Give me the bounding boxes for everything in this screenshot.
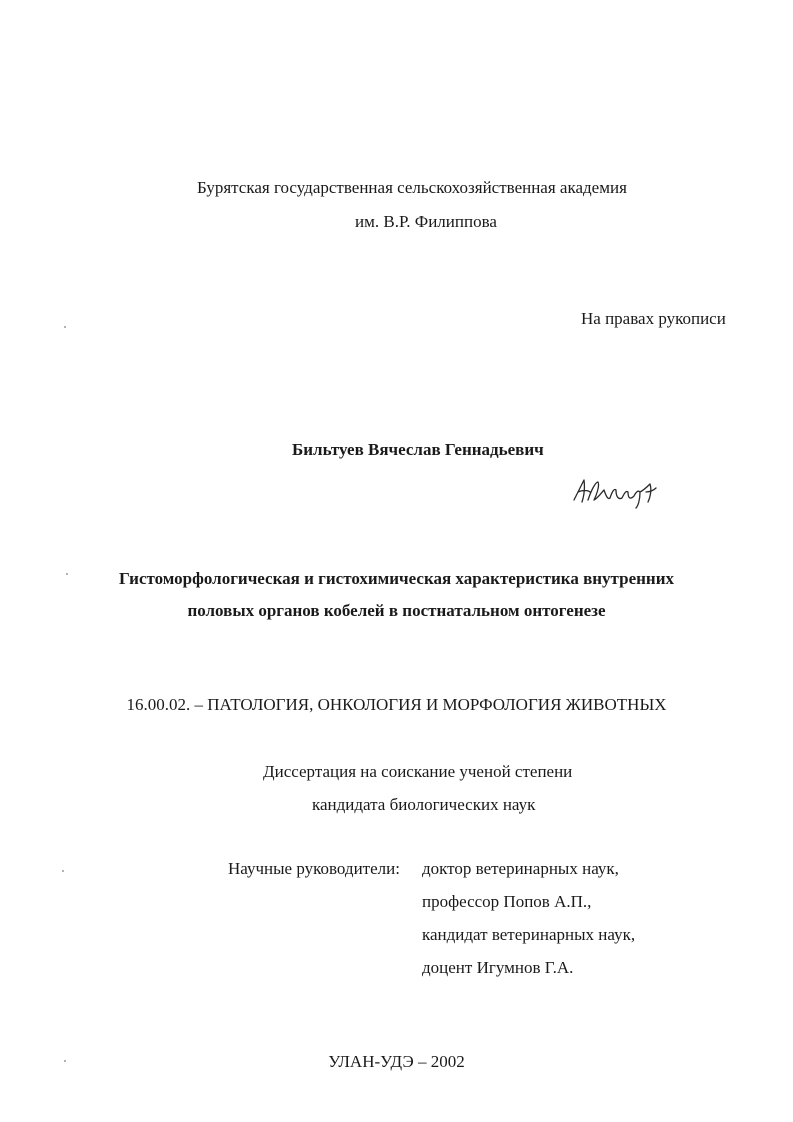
degree-line-1: Диссертация на соискание ученой степени bbox=[263, 762, 573, 781]
dissertation-title-line-1: Гистоморфологическая и гистохимическая характеристика внутренних bbox=[119, 569, 674, 588]
supervisors-label: Научные руководители: bbox=[228, 859, 400, 878]
supervisor-line-3: кандидат ветеринарных наук, bbox=[422, 925, 636, 944]
scan-speck bbox=[64, 326, 66, 328]
institution-name: Бурятская государственная сельскохозяйственная академия bbox=[197, 178, 627, 197]
supervisor-line-1: доктор ветеринарных наук, bbox=[422, 859, 619, 878]
city-and-year: УЛАН-УДЭ – 2002 bbox=[328, 1052, 465, 1071]
author-signature bbox=[570, 470, 662, 510]
author-name: Бильтуев Вячеслав Геннадьевич bbox=[292, 440, 544, 459]
institution-named-after: им. В.Р. Филиппова bbox=[355, 212, 497, 231]
manuscript-rights-note: На правах рукописи bbox=[581, 309, 726, 328]
supervisor-line-2: профессор Попов А.П., bbox=[422, 892, 592, 911]
scan-speck bbox=[64, 1060, 66, 1062]
dissertation-title-line-2: половых органов кобелей в постнатальном онтогенезе bbox=[187, 601, 606, 620]
scan-speck bbox=[66, 573, 68, 575]
supervisor-line-4: доцент Игумнов Г.А. bbox=[422, 958, 574, 977]
degree-line-2: кандидата биологических наук bbox=[312, 795, 536, 814]
scan-speck bbox=[62, 870, 64, 872]
specialty-code: 16.00.02. – ПАТОЛОГИЯ, ОНКОЛОГИЯ И МОРФОЛОГИЯ ЖИВОТНЫХ bbox=[126, 695, 667, 714]
